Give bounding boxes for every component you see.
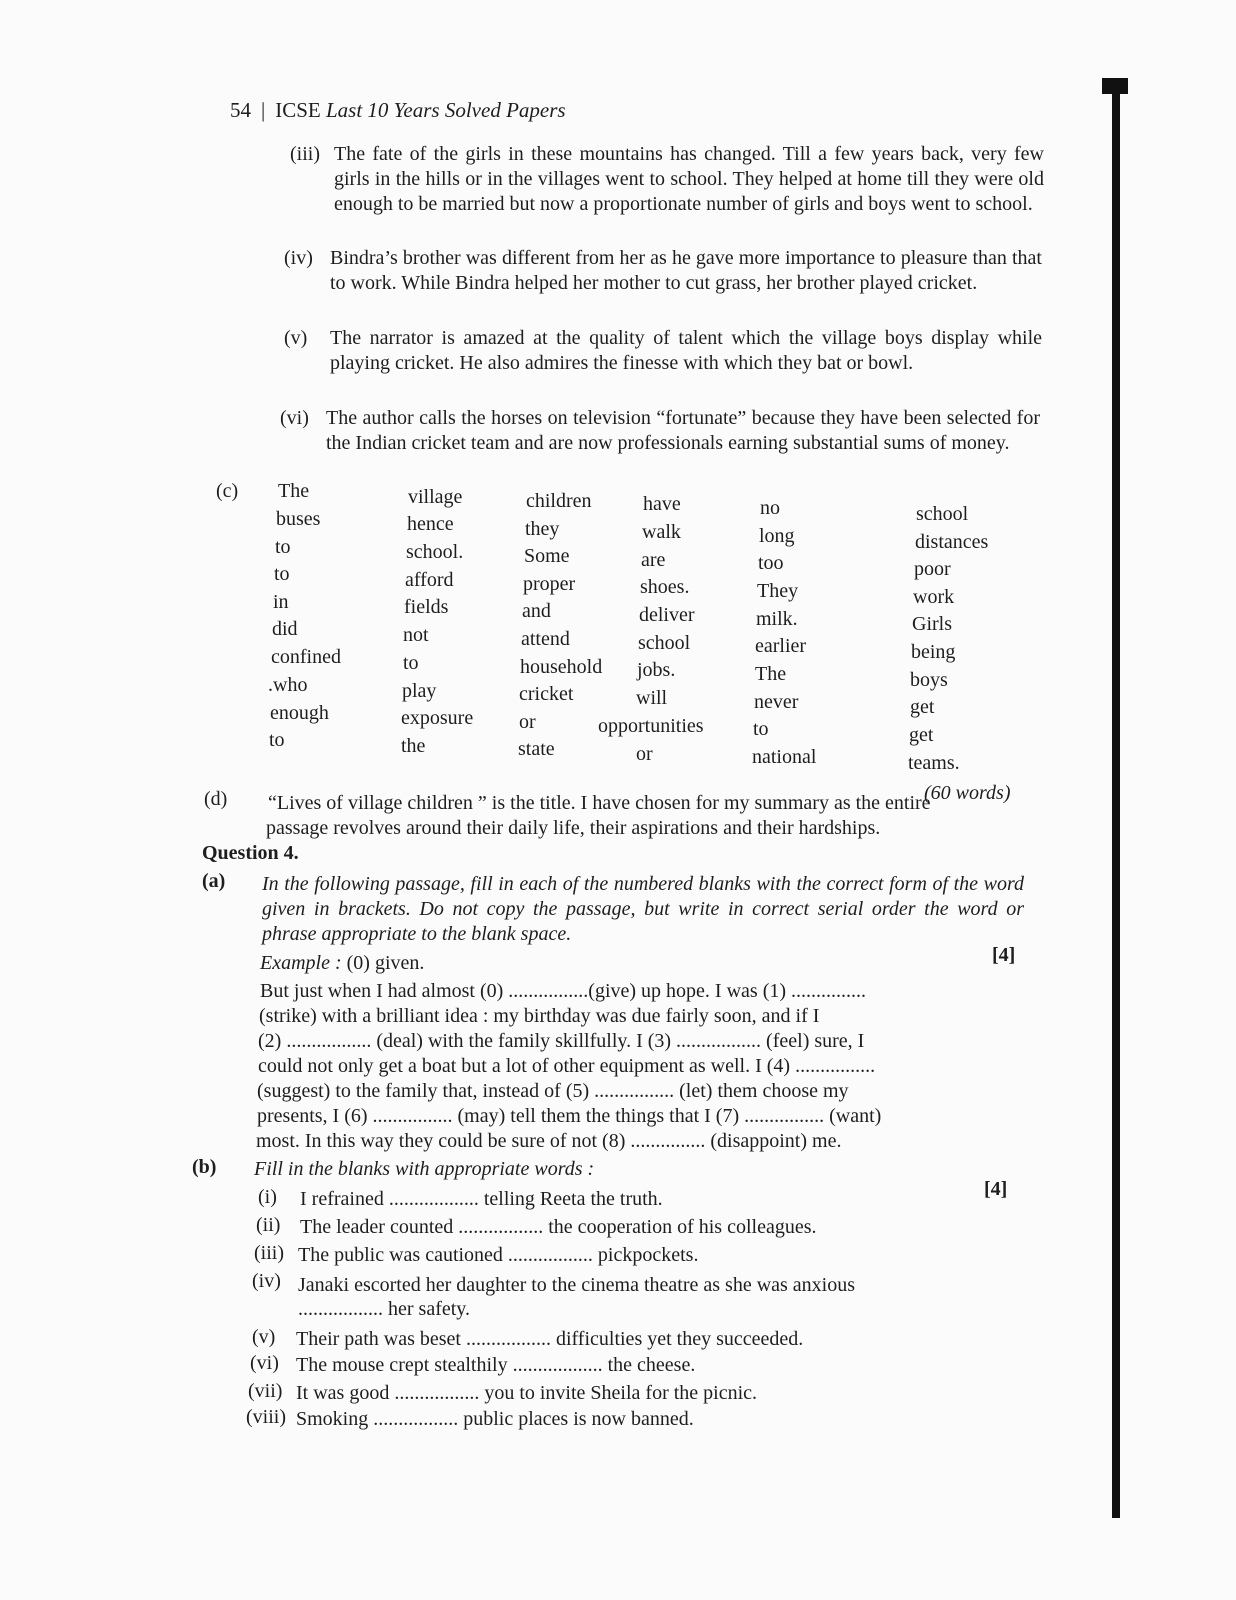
section-d-label: (d)	[204, 788, 228, 810]
passage-line: But just when I had almost (0) ................(give) up hope. I was (1) ...............	[260, 980, 867, 1002]
passage-line: (suggest) to the family that, instead of (5) ................ (let) them choose my	[257, 1080, 849, 1102]
section-b-instructions: Fill in the blanks with appropriate words :	[254, 1158, 595, 1180]
grid-word: to	[753, 718, 769, 740]
page-header	[230, 98, 566, 123]
grid-word: school	[916, 503, 969, 525]
answer-number: (iii)	[290, 143, 320, 165]
fill-item-text: It was good ................. you to invite Sheila for the picnic.	[296, 1382, 758, 1404]
section-a-instructions: In the following passage, fill in each of the numbered blanks with the correct form of the word given in brackets. Do not copy the passage, but write in correct serial order the word or phrase appropriate to the blank space.	[262, 873, 1024, 945]
grid-word: cricket	[519, 683, 574, 705]
grid-word: get	[910, 696, 935, 718]
marks: [4]	[992, 944, 1016, 966]
grid-word: buses	[276, 508, 321, 530]
answer-text: The fate of the girls in these mountains has changed. Till a few years back, very few girls in the hills or in the villages went to school. They helped at home till they were old enough to be married but now a proportionate number of girls and boys went to school.	[334, 143, 1044, 215]
grid-word: children	[526, 490, 592, 512]
grid-word: proper	[523, 573, 576, 595]
fill-item-text: The leader counted ................. the cooperation of his colleagues.	[300, 1216, 817, 1238]
example-label: Example :	[260, 952, 342, 974]
grid-word: .who	[268, 674, 308, 696]
grid-word: The	[755, 663, 787, 685]
series-prefix: ICSE	[275, 98, 321, 122]
word-count: (60 words)	[924, 782, 1011, 804]
passage-line: could not only get a boat but a lot of other equipment as well. I (4) ................	[258, 1055, 876, 1077]
grid-word: have	[643, 493, 681, 515]
grid-word: or	[519, 711, 536, 733]
grid-word: boys	[910, 669, 948, 691]
grid-word: long	[759, 525, 795, 547]
fill-item-number: (viii)	[246, 1406, 286, 1428]
grid-word: The	[278, 480, 310, 502]
grid-word: not	[403, 624, 429, 646]
grid-word: to	[269, 729, 285, 751]
grid-word: to	[274, 563, 290, 585]
section-b-label: (b)	[192, 1156, 217, 1178]
grid-word: earlier	[755, 635, 807, 657]
grid-word: distances	[915, 531, 989, 553]
grid-word: attend	[521, 628, 570, 650]
grid-word: exposure	[401, 707, 474, 729]
fill-item-text: ................. her safety.	[298, 1298, 470, 1320]
question-title: Question 4.	[202, 842, 299, 864]
grid-word: school	[638, 632, 691, 654]
grid-word: afford	[405, 569, 454, 591]
fill-item-number: (iii)	[254, 1242, 284, 1264]
fill-item-text: I refrained .................. telling Reeta the truth.	[300, 1188, 663, 1210]
answer-text: The narrator is amazed at the quality of talent which the village boys display while playing cricket. He also admires the finesse with which they bat or bowl.	[330, 327, 1042, 374]
header-separator: |	[261, 98, 266, 122]
binding-edge	[1112, 78, 1120, 1518]
grid-word: the	[401, 735, 426, 757]
answer-text: The author calls the horses on television “fortunate” because they have been selected for the Indian cricket team and are now professionals earning substantial sums of money.	[326, 407, 1040, 454]
grid-word: no	[760, 497, 780, 519]
section-a-label: (a)	[202, 870, 226, 892]
fill-item-text: The mouse crept stealthily .................. the cheese.	[296, 1354, 696, 1376]
fill-item-number: (v)	[252, 1326, 276, 1348]
grid-word: poor	[914, 558, 951, 580]
grid-word: deliver	[639, 604, 695, 626]
section-d-line: “Lives of village children ” is the title. I have chosen for my summary as the entire	[268, 792, 931, 814]
passage-line: (strike) with a brilliant idea : my birthday was due fairly soon, and if I	[259, 1005, 820, 1027]
fill-item-text: Their path was beset ................. difficulties yet they succeeded.	[296, 1328, 804, 1350]
grid-word: walk	[642, 521, 681, 543]
grid-word: too	[758, 552, 784, 574]
grid-word: They	[757, 580, 799, 602]
grid-word: Girls	[912, 613, 952, 635]
answer-number: (vi)	[280, 407, 309, 429]
fill-item-text: Janaki escorted her daughter to the cinema theatre as she was anxious	[298, 1274, 856, 1296]
grid-word: confined	[271, 646, 341, 668]
example-text: (0) given.	[346, 952, 425, 974]
answer-number: (v)	[284, 327, 308, 349]
grid-word: and	[522, 600, 551, 622]
series-title: Last 10 Years Solved Papers	[325, 98, 566, 122]
grid-word: get	[909, 724, 934, 746]
grid-word: teams.	[908, 752, 960, 774]
fill-item-text: The public was cautioned ................. pickpockets.	[298, 1244, 699, 1266]
page-number: 54	[230, 98, 251, 122]
grid-word: will	[636, 687, 668, 709]
grid-word: opportunities	[598, 715, 704, 737]
grid-word: state	[518, 738, 555, 760]
grid-word: work	[913, 586, 955, 608]
grid-word: shoes.	[640, 576, 690, 598]
grid-word: play	[402, 680, 437, 702]
grid-word: national	[752, 746, 817, 768]
answer-number: (iv)	[284, 247, 313, 269]
grid-word: did	[272, 618, 298, 640]
grid-word: to	[403, 652, 419, 674]
grid-word: household	[520, 656, 603, 678]
grid-word: enough	[270, 702, 329, 724]
grid-word: are	[641, 549, 666, 571]
grid-word: Some	[524, 545, 570, 567]
grid-word: milk.	[756, 608, 798, 630]
grid-word: school.	[406, 541, 464, 563]
grid-word: never	[754, 691, 799, 713]
grid-word: village	[408, 486, 463, 508]
grid-word: fields	[404, 596, 449, 618]
marks: [4]	[984, 1178, 1008, 1200]
grid-word: to	[275, 536, 291, 558]
answer-text: Bindra’s brother was different from her as he gave more importance to pleasure than that to work. While Bindra helped her mother to cut grass, her brother played cricket.	[330, 247, 1042, 294]
section-d-line: passage revolves around their daily life, their aspirations and their hardships.	[266, 817, 881, 839]
section-c-label: (c)	[216, 480, 239, 502]
grid-word: or	[636, 743, 653, 765]
grid-word: being	[911, 641, 956, 663]
fill-item-number: (iv)	[252, 1270, 281, 1292]
passage-line: presents, I (6) ................ (may) tell them the things that I (7) ................ (want)	[257, 1105, 882, 1127]
fill-item-number: (vii)	[248, 1380, 283, 1402]
passage-line: most. In this way they could be sure of not (8) ............... (disappoint) me.	[256, 1130, 842, 1152]
binding-edge-cap	[1102, 78, 1128, 94]
grid-word: they	[525, 518, 560, 540]
fill-item-number: (i)	[258, 1186, 277, 1208]
grid-word: in	[273, 591, 289, 613]
grid-word: jobs.	[637, 659, 676, 681]
passage-line: (2) ................. (deal) with the family skillfully. I (3) ................. (feel) sure, I	[258, 1030, 865, 1052]
grid-word: hence	[407, 513, 454, 535]
fill-item-number: (ii)	[256, 1214, 281, 1236]
fill-item-text: Smoking ................. public places is now banned.	[296, 1408, 694, 1430]
fill-item-number: (vi)	[250, 1352, 279, 1374]
